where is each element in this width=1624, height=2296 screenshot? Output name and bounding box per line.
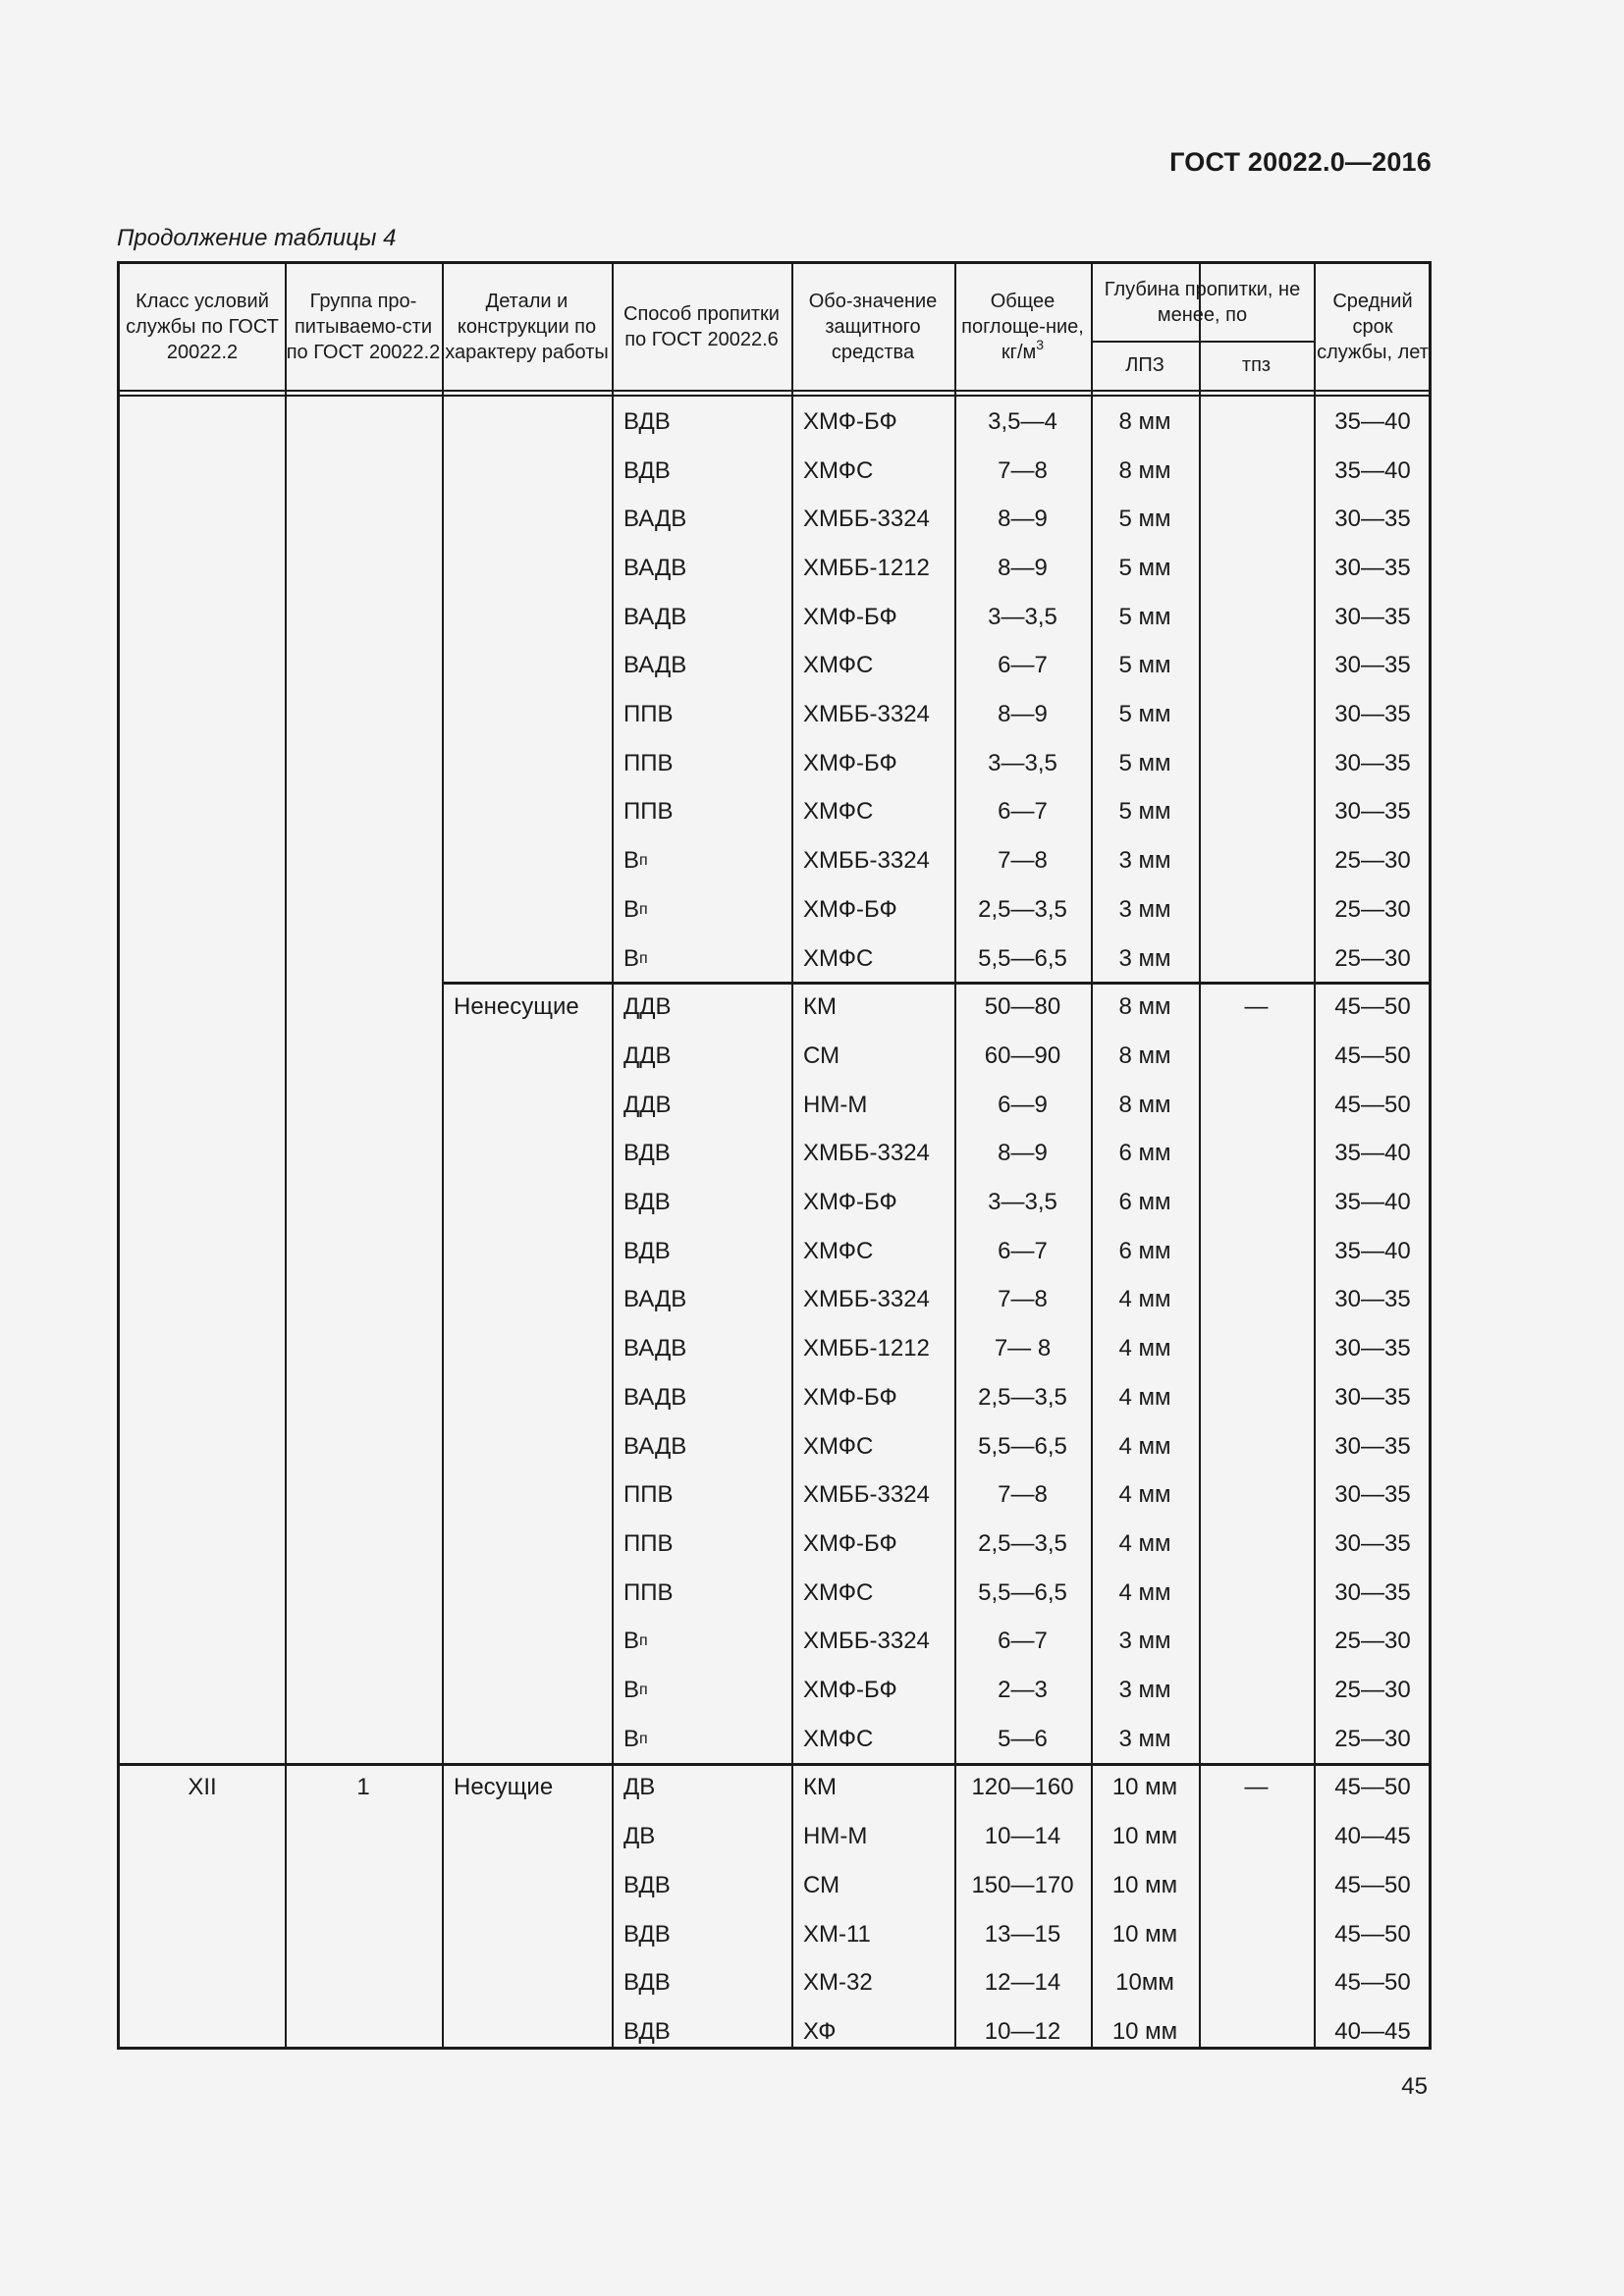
header-method: Способ пропитки по ГОСТ 20022.6: [623, 303, 780, 350]
cell-depth-lpz: 8 мм: [1118, 1091, 1171, 1118]
cell-agent: ХМФ-БФ: [803, 1383, 897, 1411]
cell-absorption: 5,5—6,5: [978, 1578, 1067, 1606]
cell-absorption: 8—9: [998, 701, 1048, 728]
cell-service-life: 30—35: [1334, 1481, 1411, 1509]
cell-absorption: 5,5—6,5: [978, 1432, 1067, 1460]
cell-absorption: 7—8: [998, 847, 1048, 875]
cell-depth-lpz: 3 мм: [1118, 944, 1171, 972]
method-text: ДДВ: [623, 993, 672, 1021]
cell-absorption: 5—6: [998, 1725, 1048, 1752]
cell-agent: КМ: [803, 1774, 837, 1801]
cell-service-life: 40—45: [1334, 1823, 1411, 1850]
cell-absorption: 6—7: [998, 1628, 1048, 1655]
header-absorption: [954, 264, 1091, 390]
cell-service-life: 45—50: [1334, 1920, 1411, 1948]
cell-depth-lpz: 10 мм: [1111, 2017, 1178, 2045]
cell-depth-lpz: 5 мм: [1118, 701, 1171, 728]
header-tpz: тпз: [1241, 354, 1272, 376]
cell-absorption: 8—9: [998, 554, 1048, 581]
cell-method: [623, 739, 791, 788]
cell-absorption: 7—8: [998, 1286, 1048, 1313]
cell-depth-lpz: 6 мм: [1118, 1189, 1171, 1216]
cell-absorption: 2—3: [998, 1677, 1048, 1704]
cell-absorption: 8—9: [998, 1140, 1048, 1167]
cell-agent: ХМФС: [803, 1432, 874, 1460]
cell-method: [623, 1470, 791, 1520]
cell-agent: ХМББ-1212: [803, 554, 930, 581]
method-text: ВДВ: [623, 1140, 671, 1167]
col-divider: [612, 264, 614, 2047]
cell-agent: ХМФ-БФ: [803, 603, 897, 630]
method-text: ВДВ: [623, 1969, 671, 1997]
cell-absorption: 150—170: [971, 1871, 1074, 1898]
cell-agent: ХМББ-3324: [803, 1140, 930, 1167]
cell-depth-lpz: 3 мм: [1118, 847, 1171, 875]
cell-agent: НМ-М: [803, 1823, 868, 1850]
cell-depth-lpz: 3 мм: [1118, 1628, 1171, 1655]
cell-service-life: 35—40: [1334, 1140, 1411, 1167]
cell-method: [623, 1324, 791, 1373]
cell-method: В п: [623, 1677, 648, 1704]
method-text: ППВ: [623, 749, 674, 776]
cell-service-life: 45—50: [1334, 993, 1411, 1021]
method-text: ВДВ: [623, 456, 671, 484]
cell-agent: ХМФС: [803, 798, 874, 826]
cell-agent: ХФ: [803, 2017, 837, 2045]
cell-absorption: 3—3,5: [988, 603, 1057, 630]
cell-method: [623, 1861, 791, 1910]
cell-method: [623, 983, 791, 1032]
cell-service-life: 25—30: [1334, 1628, 1411, 1655]
cell-absorption: 2,5—3,5: [978, 895, 1067, 923]
cell-depth-lpz: 4 мм: [1118, 1383, 1171, 1411]
cell-absorption: 6—7: [998, 652, 1048, 679]
method-text: ВАДВ: [623, 603, 687, 630]
cell-details: Несущие: [454, 1774, 554, 1801]
cell-method: [623, 1032, 791, 1081]
page-number: 45: [1401, 2073, 1428, 2100]
cell-service-life: 30—35: [1334, 1383, 1411, 1411]
document-code: ГОСТ 20022.0—2016: [1169, 147, 1432, 177]
cell-agent: СМ: [803, 1041, 840, 1069]
cell-depth-lpz: 5 мм: [1118, 749, 1171, 776]
cell-service-life: 45—50: [1334, 1091, 1411, 1118]
cell-service-life: 30—35: [1334, 1578, 1411, 1606]
col-divider: [791, 264, 793, 2047]
cell-absorption: 7— 8: [994, 1335, 1052, 1362]
cell-service-life: 30—35: [1334, 506, 1411, 533]
cell-service-life: 30—35: [1334, 798, 1411, 826]
cell-absorption: 5,5—6,5: [978, 944, 1067, 972]
cell-absorption: 6—7: [998, 1237, 1048, 1264]
method-text: ППВ: [623, 1578, 674, 1606]
cell-agent: ХМФ-БФ: [803, 1529, 897, 1557]
cell-agent: ХМ-11: [803, 1920, 871, 1948]
cell-service-life: 25—30: [1334, 847, 1411, 875]
cell-method: В п: [623, 847, 648, 875]
cell-service-life: 25—30: [1334, 1677, 1411, 1704]
cell-depth-tpz: —: [1244, 993, 1269, 1021]
cell-method: В п: [623, 895, 648, 923]
cell-method: [623, 1958, 791, 2007]
cell-agent: ХМББ-3324: [803, 847, 930, 875]
cell-method: [623, 495, 791, 544]
cell-service-life: 25—30: [1334, 944, 1411, 972]
cell-agent: ХМФС: [803, 1578, 874, 1606]
cell-depth-lpz: 8 мм: [1118, 993, 1171, 1021]
cell-agent: ХМФС: [803, 1725, 874, 1752]
cell-method: [623, 398, 791, 447]
cell-absorption: 8—9: [998, 506, 1048, 533]
cell-depth-lpz: 8 мм: [1118, 1041, 1171, 1069]
method-text: ППВ: [623, 798, 674, 826]
cell-service-life: 35—40: [1334, 407, 1411, 435]
method-text: ВАДВ: [623, 506, 687, 533]
header-group: Группа про-питываемо-сти по ГОСТ 20022.2: [286, 291, 441, 363]
cell-method: [623, 1178, 791, 1227]
cell-depth-lpz: 3 мм: [1118, 895, 1171, 923]
cell-depth-lpz: 5 мм: [1118, 603, 1171, 630]
method-text: ДВ: [623, 1774, 656, 1801]
cell-service-life: 30—35: [1334, 652, 1411, 679]
cell-depth-lpz: 4 мм: [1118, 1578, 1171, 1606]
cell-service-life: 40—45: [1334, 2017, 1411, 2045]
cell-absorption: 7—8: [998, 456, 1048, 484]
cell-method: [623, 1422, 791, 1471]
method-text: ВДВ: [623, 2017, 671, 2045]
cell-depth-lpz: 8 мм: [1118, 456, 1171, 484]
method-text: В: [623, 1725, 640, 1752]
method-text: ДДВ: [623, 1041, 672, 1069]
cell-method: [623, 1812, 791, 1861]
cell-agent: ХМФ-БФ: [803, 895, 897, 923]
cell-method: В п: [623, 944, 648, 972]
cell-details: Ненесущие: [454, 993, 579, 1021]
method-text: ВАДВ: [623, 1432, 687, 1460]
cell-agent: ХМББ-3324: [803, 1286, 930, 1313]
cell-agent: ХМФС: [803, 652, 874, 679]
cell-method: В п: [623, 1628, 648, 1655]
cell-depth-lpz: 5 мм: [1118, 554, 1171, 581]
cell-method: [623, 788, 791, 837]
header-life: Средний срок службы, лет: [1317, 291, 1429, 363]
cell-agent: ХМББ-3324: [803, 1481, 930, 1509]
cell-method: [623, 642, 791, 691]
method-text: ВАДВ: [623, 554, 687, 581]
cell-absorption: 2,5—3,5: [978, 1383, 1067, 1411]
cell-agent: ХМББ-3324: [803, 701, 930, 728]
cell-method: [623, 1081, 791, 1130]
cell-service-life: 45—50: [1334, 1774, 1411, 1801]
cell-depth-lpz: 10 мм: [1111, 1920, 1178, 1948]
cell-method: [623, 1373, 791, 1422]
header-rule: [120, 390, 1429, 392]
cell-method: [623, 1276, 791, 1325]
cell-absorption: 50—80: [984, 993, 1061, 1021]
cell-absorption: 120—160: [971, 1774, 1074, 1801]
cell-depth-lpz: 4 мм: [1118, 1335, 1171, 1362]
cell-depth-lpz: 10 мм: [1111, 1774, 1178, 1801]
method-text: ППВ: [623, 1481, 674, 1509]
cell-method: [623, 690, 791, 739]
method-text: ППВ: [623, 1529, 674, 1557]
cell-agent: ХМФ-БФ: [803, 1677, 897, 1704]
cell-service-life: 30—35: [1334, 701, 1411, 728]
cell-agent: ХМББ-1212: [803, 1335, 930, 1362]
cell-depth-lpz: 5 мм: [1118, 798, 1171, 826]
cell-method: [623, 593, 791, 642]
cell-agent: ХМФС: [803, 1237, 874, 1264]
cell-service-life: 30—35: [1334, 1286, 1411, 1313]
cell-depth-lpz: 4 мм: [1118, 1286, 1171, 1313]
method-text: ВАДВ: [623, 652, 687, 679]
cell-service-life: 30—35: [1334, 1335, 1411, 1362]
cell-agent: ХМФ-БФ: [803, 749, 897, 776]
cell-absorption: 6—9: [998, 1091, 1048, 1118]
cell-depth-lpz: 4 мм: [1118, 1481, 1171, 1509]
cell-absorption: 3—3,5: [988, 1189, 1057, 1216]
cell-service-life: 45—50: [1334, 1871, 1411, 1898]
cell-service-life: 35—40: [1334, 1189, 1411, 1216]
cell-depth-lpz: 10 мм: [1111, 1871, 1178, 1898]
cell-absorption: 3—3,5: [988, 749, 1057, 776]
cell-depth-tpz: —: [1244, 1774, 1269, 1801]
method-text: ВДВ: [623, 407, 671, 435]
cell-agent: ХМББ-3324: [803, 506, 930, 533]
cell-depth-lpz: 5 мм: [1118, 506, 1171, 533]
header-absorption-sup: 3: [1036, 337, 1045, 352]
header-depth: Глубина пропитки, не менее, по: [1104, 279, 1301, 326]
cell-method: [623, 1569, 791, 1618]
cell-depth-lpz: 4 мм: [1118, 1432, 1171, 1460]
method-text: ППВ: [623, 701, 674, 728]
cell-depth-lpz: 4 мм: [1118, 1529, 1171, 1557]
header-rule: [120, 395, 1429, 397]
method-text: ВАДВ: [623, 1383, 687, 1411]
table-caption: Продолжение таблицы 4: [117, 225, 397, 251]
cell-method: [623, 1910, 791, 1959]
cell-agent: ХМФС: [803, 944, 874, 972]
col-divider: [442, 264, 444, 2047]
header-class: Класс условий службы по ГОСТ 20022.2: [126, 291, 279, 363]
cell-depth-lpz: 10 мм: [1111, 1823, 1178, 1850]
cell-method: [623, 1764, 791, 1813]
header-lpz: ЛПЗ: [1125, 354, 1164, 376]
cell-service-life: 30—35: [1334, 1432, 1411, 1460]
method-text: ВДВ: [623, 1237, 671, 1264]
method-text: ДДВ: [623, 1091, 672, 1118]
method-text: ВДВ: [623, 1189, 671, 1216]
cell-depth-lpz: 5 мм: [1118, 652, 1171, 679]
method-text: ВДВ: [623, 1920, 671, 1948]
cell-class: XII: [188, 1774, 217, 1801]
cell-method: [623, 447, 791, 496]
header-absorption-text: Общее поглоще-ние, кг/м: [961, 291, 1084, 363]
cell-service-life: 30—35: [1334, 1529, 1411, 1557]
method-text: В: [623, 1628, 640, 1655]
cell-absorption: 10—12: [984, 2017, 1061, 2045]
cell-method: [623, 2007, 791, 2056]
cell-absorption: 3,5—4: [988, 407, 1057, 435]
cell-service-life: 35—40: [1334, 1237, 1411, 1264]
cell-method: [623, 1130, 791, 1179]
cell-agent: ХМФ-БФ: [803, 407, 897, 435]
cell-depth-lpz: 6 мм: [1118, 1237, 1171, 1264]
cell-service-life: 35—40: [1334, 456, 1411, 484]
method-text: ВДВ: [623, 1871, 671, 1898]
method-text: ВАДВ: [623, 1286, 687, 1313]
data-table: [117, 261, 1432, 2050]
cell-agent: СМ: [803, 1871, 840, 1898]
cell-service-life: 25—30: [1334, 1725, 1411, 1752]
method-text: В: [623, 847, 640, 875]
cell-method: В п: [623, 1725, 648, 1752]
cell-service-life: 30—35: [1334, 603, 1411, 630]
header-details: Детали и конструкции по характеру работы: [445, 291, 609, 363]
cell-agent: КМ: [803, 993, 837, 1021]
cell-group: 1: [356, 1774, 370, 1801]
cell-service-life: 30—35: [1334, 749, 1411, 776]
method-text: В: [623, 895, 640, 923]
cell-absorption: 6—7: [998, 798, 1048, 826]
header-subdivider: [1091, 341, 1314, 343]
cell-agent: ХМ-32: [803, 1969, 873, 1997]
method-text: В: [623, 1677, 640, 1704]
cell-absorption: 12—14: [984, 1969, 1061, 1997]
cell-depth-lpz: 3 мм: [1118, 1677, 1171, 1704]
cell-absorption: 60—90: [984, 1041, 1061, 1069]
cell-absorption: 13—15: [984, 1920, 1061, 1948]
cell-absorption: 10—14: [984, 1823, 1061, 1850]
cell-method: [623, 1520, 791, 1569]
cell-service-life: 45—50: [1334, 1041, 1411, 1069]
method-text: В: [623, 944, 640, 972]
cell-depth-lpz: 3 мм: [1118, 1725, 1171, 1752]
method-text: ДВ: [623, 1823, 656, 1850]
method-text: ВАДВ: [623, 1335, 687, 1362]
cell-depth-lpz: 8 мм: [1118, 407, 1171, 435]
cell-service-life: 45—50: [1334, 1969, 1411, 1997]
cell-method: [623, 544, 791, 593]
header-designation: Обо-значение защитного средства: [808, 291, 938, 363]
cell-absorption: 2,5—3,5: [978, 1529, 1067, 1557]
cell-depth-lpz: 10мм: [1115, 1969, 1174, 1997]
cell-agent: ХМФС: [803, 456, 874, 484]
cell-depth-lpz: 6 мм: [1118, 1140, 1171, 1167]
cell-agent: ХМФ-БФ: [803, 1189, 897, 1216]
cell-service-life: 30—35: [1334, 554, 1411, 581]
cell-agent: ХМББ-3324: [803, 1628, 930, 1655]
cell-service-life: 25—30: [1334, 895, 1411, 923]
cell-absorption: 7—8: [998, 1481, 1048, 1509]
cell-agent: НМ-М: [803, 1091, 868, 1118]
cell-method: [623, 1227, 791, 1276]
